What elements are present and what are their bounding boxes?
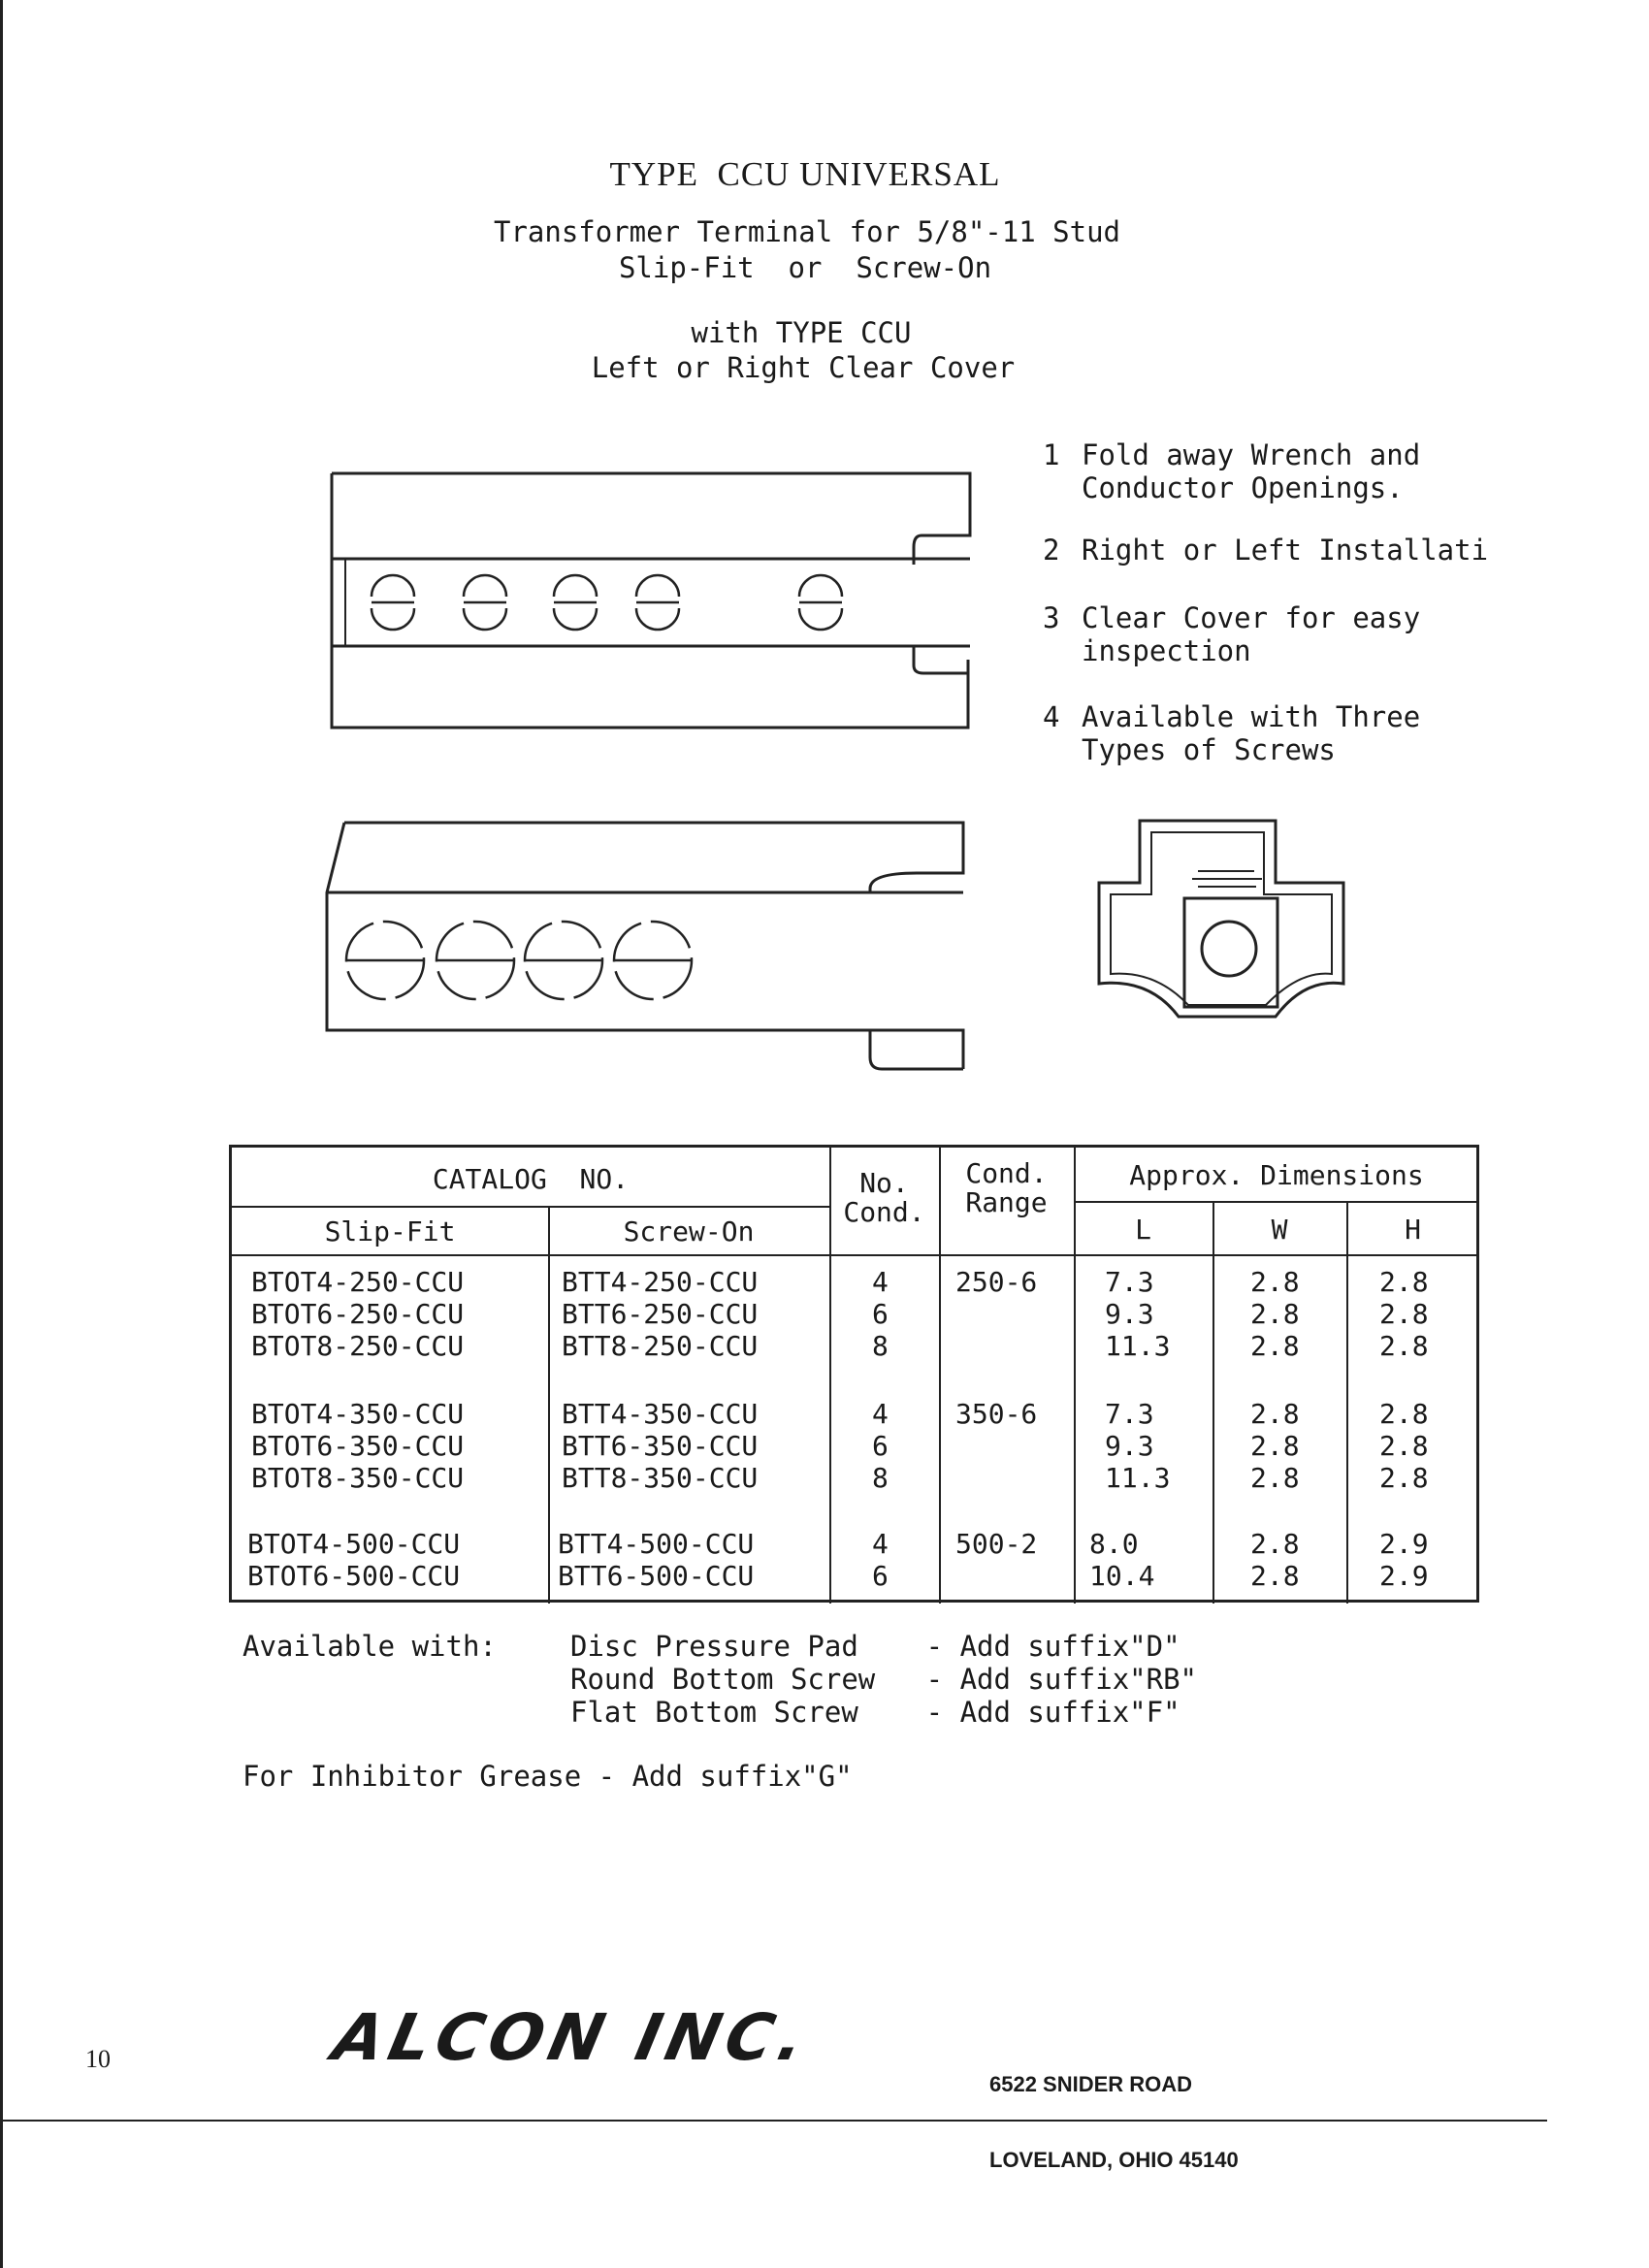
- w-group-250: 2.8 2.8 2.8: [1250, 1266, 1300, 1362]
- subtitle-line-4: Left or Right Clear Cover: [591, 351, 1016, 384]
- table-rule: [1346, 1201, 1348, 1604]
- header-screw-on: Screw-On: [623, 1215, 755, 1247]
- suffix-options: Disc Pressure Pad - Add suffix"D" Round Bottom Screw - Add suffix"RB" Flat Bottom Screw - Add suffix"F": [570, 1630, 1198, 1729]
- address-line-1: 6522 SNIDER ROAD: [989, 2072, 1193, 2096]
- subtitle-line-1: Transformer Terminal for 5/8"-11 Stud: [493, 215, 1120, 248]
- feature-text: Available with Three Types of Screws: [1082, 700, 1421, 766]
- cond-range-group-250: 250-6: [955, 1266, 1038, 1298]
- l-group-500: 8.0 10.4: [1089, 1528, 1155, 1592]
- feature-4: [1043, 700, 1421, 799]
- company-logo: ALCON INC.: [326, 2000, 818, 2075]
- h-group-350: 2.8 2.8 2.8: [1379, 1398, 1429, 1494]
- slip-fit-group-350: BTOT4-350-CCU BTOT6-350-CCU BTOT8-350-CCU: [251, 1398, 465, 1494]
- terminal-side-view-drawing: [315, 815, 994, 1067]
- header-catalog-no: CATALOG NO.: [432, 1163, 630, 1195]
- w-group-500: 2.8 2.8: [1250, 1528, 1300, 1592]
- no-cond-group-500: 4 6: [872, 1528, 889, 1592]
- address-line-2: LOVELAND, OHIO 45140: [989, 2148, 1239, 2172]
- no-cond-group-250: 4 6 8: [872, 1266, 889, 1362]
- slip-fit-group-250: BTOT4-250-CCU BTOT6-250-CCU BTOT8-250-CCU: [251, 1266, 465, 1362]
- table-rule: [1212, 1201, 1214, 1604]
- feature-number: 4: [1043, 700, 1060, 733]
- header-no-cond: No. Cond.: [843, 1167, 925, 1228]
- header-l: L: [1135, 1214, 1151, 1246]
- terminal-end-view-drawing: [1091, 813, 1363, 1036]
- h-group-250: 2.8 2.8 2.8: [1379, 1266, 1429, 1362]
- header-approx-dimensions: Approx. Dimensions: [1129, 1159, 1424, 1191]
- feature-text: Fold away Wrench and Conductor Openings.: [1082, 438, 1421, 504]
- feature-number: 2: [1043, 534, 1060, 567]
- header-cond-range: Cond. Range: [965, 1157, 1048, 1218]
- feature-text: Clear Cover for easy inspection: [1082, 601, 1421, 667]
- l-group-350: 7.3 9.3 11.3: [1105, 1398, 1171, 1494]
- w-group-350: 2.8 2.8 2.8: [1250, 1398, 1300, 1494]
- slip-fit-group-500: BTOT4-500-CCU BTOT6-500-CCU: [247, 1528, 461, 1592]
- screw-on-group-250: BTT4-250-CCU BTT6-250-CCU BTT8-250-CCU: [562, 1266, 759, 1362]
- table-rule: [232, 1206, 829, 1208]
- feature-number: 1: [1043, 438, 1060, 471]
- l-group-250: 7.3 9.3 11.3: [1105, 1266, 1171, 1362]
- page-title: TYPE CCU UNIVERSAL: [609, 155, 1001, 193]
- page-number: 10: [85, 2045, 111, 2073]
- terminal-top-view-drawing: [320, 466, 999, 737]
- inhibitor-grease-note: For Inhibitor Grease - Add suffix"G": [242, 1760, 853, 1793]
- subtitle-line-2: Slip-Fit or Screw-On: [618, 251, 992, 284]
- no-cond-group-350: 4 6 8: [872, 1398, 889, 1494]
- feature-1: [1043, 438, 1421, 537]
- header-w: W: [1271, 1214, 1288, 1246]
- h-group-500: 2.9 2.9: [1379, 1528, 1429, 1592]
- header-slip-fit: Slip-Fit: [324, 1215, 456, 1247]
- available-with-label: Available with:: [242, 1630, 497, 1663]
- company-address: [989, 2022, 1239, 2198]
- feature-text: Right or Left Installati: [1082, 534, 1489, 567]
- cond-range-group-500: 500-2: [955, 1528, 1038, 1560]
- table-rule: [1074, 1201, 1479, 1203]
- catalog-table: [229, 1145, 1479, 1603]
- table-rule: [548, 1206, 550, 1604]
- feature-number: 3: [1043, 601, 1060, 634]
- screw-on-group-350: BTT4-350-CCU BTT6-350-CCU BTT8-350-CCU: [562, 1398, 759, 1494]
- screw-on-group-500: BTT4-500-CCU BTT6-500-CCU: [558, 1528, 755, 1592]
- bottom-separator-line: [0, 2120, 1547, 2122]
- table-rule: [232, 1254, 1479, 1256]
- subtitle-line-3: with TYPE CCU: [691, 316, 912, 349]
- cond-range-group-350: 350-6: [955, 1398, 1038, 1430]
- header-h: H: [1405, 1214, 1421, 1246]
- feature-3: [1043, 601, 1421, 700]
